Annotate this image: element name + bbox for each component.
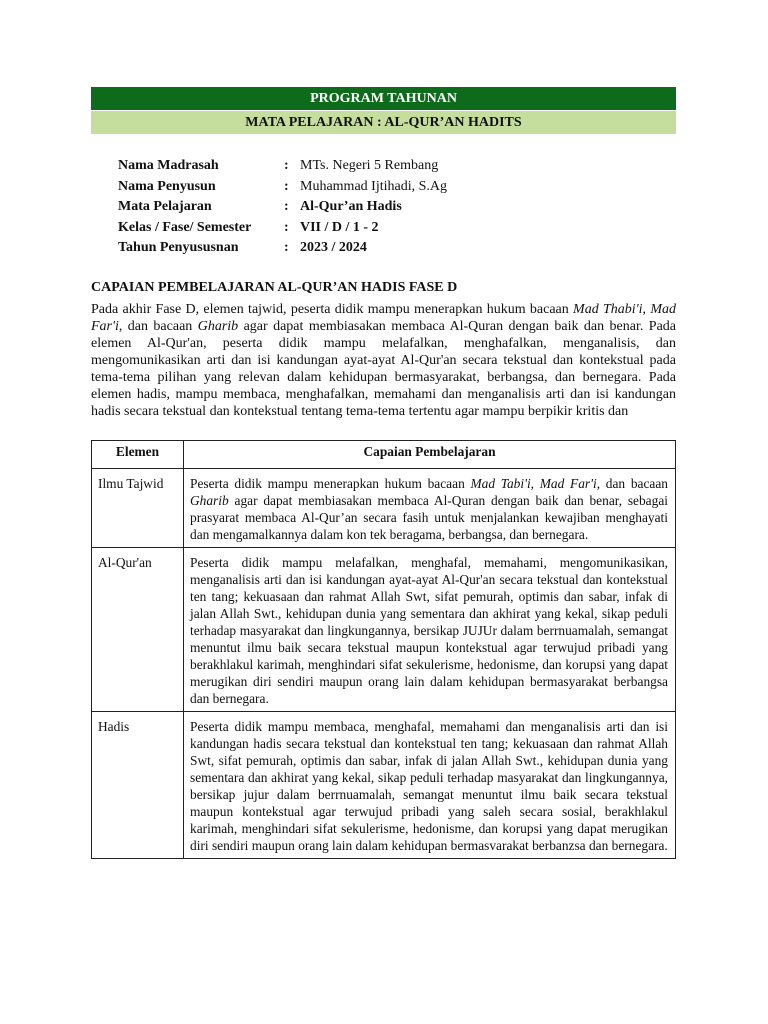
- meta-value: Muhammad Ijtihadi, S.Ag: [300, 178, 447, 194]
- meta-label: Tahun Penyususnan: [118, 240, 239, 256]
- meta-separator: :: [284, 240, 289, 256]
- element-cell: Hadis: [92, 712, 184, 859]
- table-row: [92, 469, 676, 548]
- column-header-capaian: Capaian Pembelajaran: [184, 441, 676, 469]
- element-cell: Al-Qur'an: [92, 548, 184, 712]
- meta-row-mapel: [118, 197, 447, 218]
- capaian-table: [91, 440, 676, 859]
- element-cell: Ilmu Tajwid: [92, 469, 184, 548]
- description-text: Peserta didik mampu menerapkan hukum bacaan: [190, 476, 471, 491]
- meta-label: Kelas / Fase/ Semester: [118, 219, 252, 235]
- section-title: CAPAIAN PEMBELAJARAN AL-QUR’AN HADIS FASE D: [91, 280, 458, 295]
- intro-text: , dan bacaan: [118, 319, 198, 334]
- intro-text: agar dapat membiasakan membaca Al-Quran dengan baik dan benar. Pada elemen Al-Qur'an, peserta didik mampu melafalkan, menghafalkan, menganalisis, dan mengomunikasikan arti dan isi kandungan ayat-ayat Al-Qur'an secara tekstual dan kontekstual pada tema-tema pilihan yang relevan dalam kehidupan bermasyarakat, berbangsa, dan bernegara. Pada elemen hadis, mampu membaca, menghafalkan, memahami dan menganalisis arti dan isi kandungan hadis secara tekstual dan kontekstual tentang tema-tema tertentu agar mampu berpikir kritis dan: [91, 319, 676, 419]
- description-term: Gharib: [190, 493, 229, 508]
- description-cell: [184, 469, 676, 548]
- description-cell: Peserta didik mampu melafalkan, menghafal, memahami, mengomunikasikan, menganalisis arti dan isi kandungan ayat-ayat Al-Qur'an secara tekstual dan kontekstual ten tang; kekuasaan dan rahmat Allah Swt, sifat pemurah, optimis dan sabar, infak di jalan Allah Swt., kehidupan dunia yang sementara dan akhirat yang kekal, sikap peduli terhadap masyarakat dan lingkungannya, bersikap JUJUr dalam berrnuamalah, semangat menuntut ilmu baik secara tekstual maupun kontekstual agar terwujud pribadi yang berakhlakul karimah, menghindari sifat sekulerisme, hedonisme, dan korupsi yang dapat merugikan diri sendiri maupun orang lain dalam kehidupan bermasyarakat berbangsa dan bernegara.: [184, 548, 676, 712]
- table-header-row: [92, 441, 676, 469]
- description-text: agar dapat membiasakan membaca Al-Quran dengan baik dan benar, sebagai prasyarat membaca Al-Qur’an secara fasih untuk menjalankan kewajiban menghayati dan mengamalkannya dalam kon tek beragama, berbangsa, dan bernegara.: [190, 493, 668, 542]
- document-title: PROGRAM TAHUNAN: [91, 87, 676, 110]
- intro-term: Mad Thabi'i: [573, 302, 643, 317]
- column-header-elemen: Elemen: [92, 441, 184, 469]
- meta-separator: :: [284, 199, 289, 215]
- description-cell: Peserta didik mampu membaca, menghafal, memahami dan menganalisis arti dan isi kandungan hadis secara tekstual dan kontekstual ten tang; kekuasaan dan rahmat Allah Swt, sifat pemurah, optimis dan sabar, infak di jalan Allah Swt., kehidupan dunia yang sementara dan akhirat yang kekal, sikap peduli terhadap masyarakat dan lingkungannya, bersikap jujur dalam berrnuamalah, semangat menuntut ilmu baik secara tekstual maupun kontekstual agar terwujud pribadi yang saleh secara sosial, berakhlakul karimah, menghindari sifat sekulerisme, hedonisme, dan korupsi yang dapat merugikan diri sendiri maupun orang lain dalam kehidupan bermasvarakat berbanzsa dan bernegara.: [184, 712, 676, 859]
- meta-separator: :: [284, 219, 289, 235]
- meta-row-kelas: [118, 218, 447, 239]
- meta-value: Al-Qur’an Hadis: [300, 199, 402, 215]
- meta-label: Mata Pelajaran: [118, 199, 212, 215]
- meta-row-tahun: [118, 238, 447, 259]
- intro-text: Pada akhir Fase D, elemen tajwid, peserta didik mampu menerapkan hukum bacaan: [91, 302, 574, 317]
- meta-row-madrasah: [118, 156, 447, 177]
- meta-label: Nama Madrasah: [118, 158, 219, 174]
- description-term: Mad Tabi'i, Mad Far'i,: [470, 476, 601, 491]
- meta-label: Nama Penyusun: [118, 178, 216, 194]
- description-text: dan bacaan: [600, 476, 668, 491]
- table-row: [92, 712, 676, 859]
- document-subtitle: MATA PELAJARAN : AL-QUR’AN HADITS: [91, 111, 676, 134]
- meta-separator: :: [284, 158, 289, 174]
- identity-table: [118, 156, 447, 259]
- meta-value: 2023 / 2024: [300, 240, 367, 256]
- intro-term: Mad Far'i: [91, 302, 676, 334]
- meta-separator: :: [284, 178, 289, 194]
- meta-value: MTs. Negeri 5 Rembang: [300, 158, 439, 174]
- intro-paragraph: [91, 301, 676, 420]
- meta-value: VII / D / 1 - 2: [300, 219, 379, 235]
- meta-row-penyusun: [118, 177, 447, 198]
- intro-text: ,: [642, 302, 651, 317]
- table-row: [92, 548, 676, 712]
- intro-term: Gharib: [197, 319, 239, 334]
